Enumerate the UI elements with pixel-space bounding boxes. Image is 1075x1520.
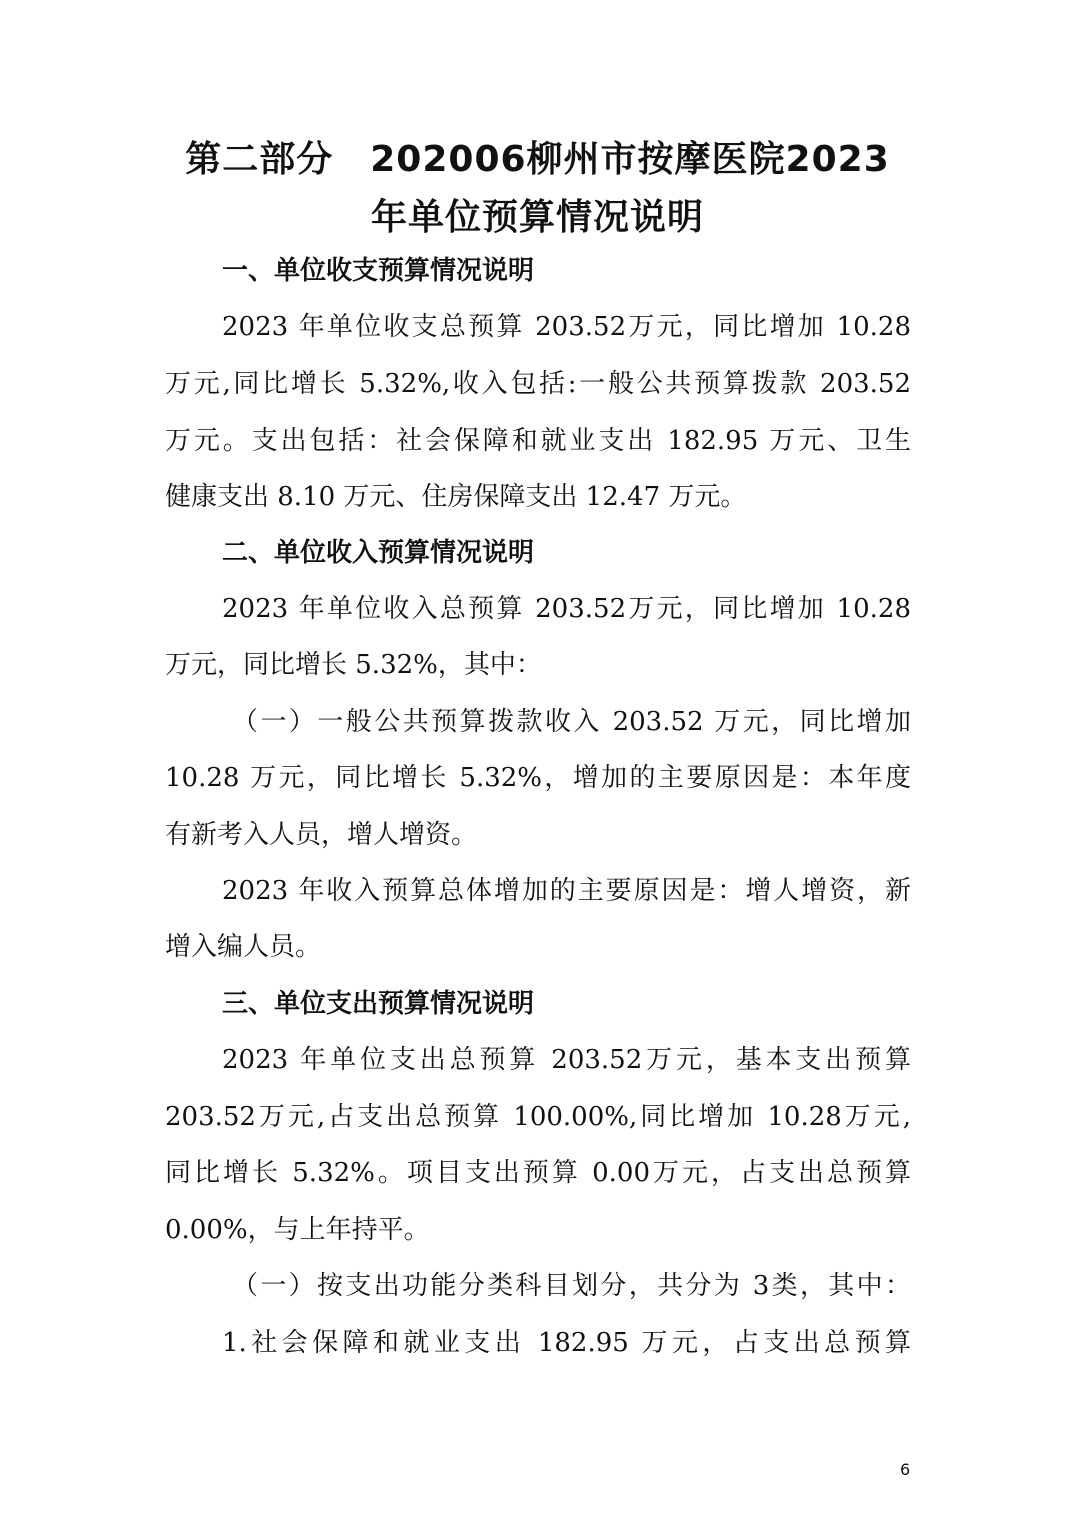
- section-2-line: 10.28 万元，同比增长 5.32%，增加的主要原因是：本年度: [165, 763, 911, 793]
- page-title-line-2: 年单位预算情况说明: [370, 197, 704, 238]
- section-2-line: 2023 年单位收入总预算 203.52万元，同比增加 10.28: [222, 594, 911, 624]
- section-3-line: 0.00%，与上年持平。: [165, 1215, 430, 1245]
- section-2-line: 2023 年收入预算总体增加的主要原因是：增人增资，新: [222, 876, 911, 906]
- section-2-heading: 二、单位收入预算情况说明: [222, 538, 535, 568]
- section-2-line: （一）一般公共预算拨款收入 203.52 万元，同比增加: [232, 707, 911, 737]
- section-3-line: （一）按支出功能分类科目划分，共分为 3类，其中：: [232, 1271, 911, 1301]
- page-title-line-1: 第二部分 202006柳州市按摩医院2023: [185, 139, 890, 180]
- section-3-line: 2023 年单位支出总预算 203.52万元，基本支出预算: [222, 1045, 911, 1075]
- section-3-line: 1.社会保障和就业支出 182.95 万元，占支出总预算: [222, 1328, 911, 1358]
- section-2-line: 有新考入人员，增人增资。: [165, 820, 478, 850]
- section-2-line: 万元，同比增长 5.32%，其中：: [165, 650, 542, 680]
- section-1-line: 健康支出 8.10 万元、住房保障支出 12.47 万元。: [165, 482, 747, 512]
- section-3-heading: 三、单位支出预算情况说明: [222, 989, 535, 1019]
- section-1-heading: 一、单位收支预算情况说明: [222, 256, 535, 286]
- page-number: 6: [900, 1460, 911, 1479]
- section-3-line: 203.52万元,占支出总预算 100.00%,同比增加 10.28万元,: [165, 1102, 911, 1132]
- section-3-line: 同比增长 5.32%。项目支出预算 0.00万元，占支出总预算: [165, 1158, 911, 1188]
- section-1-line: 2023 年单位收支总预算 203.52万元，同比增加 10.28: [222, 312, 911, 342]
- section-1-line: 万元。支出包括：社会保障和就业支出 182.95 万元、卫生: [165, 426, 911, 456]
- section-1-line: 万元,同比增长 5.32%,收入包括:一般公共预算拨款 203.52: [165, 369, 911, 399]
- section-2-line: 增入编人员。: [165, 932, 322, 962]
